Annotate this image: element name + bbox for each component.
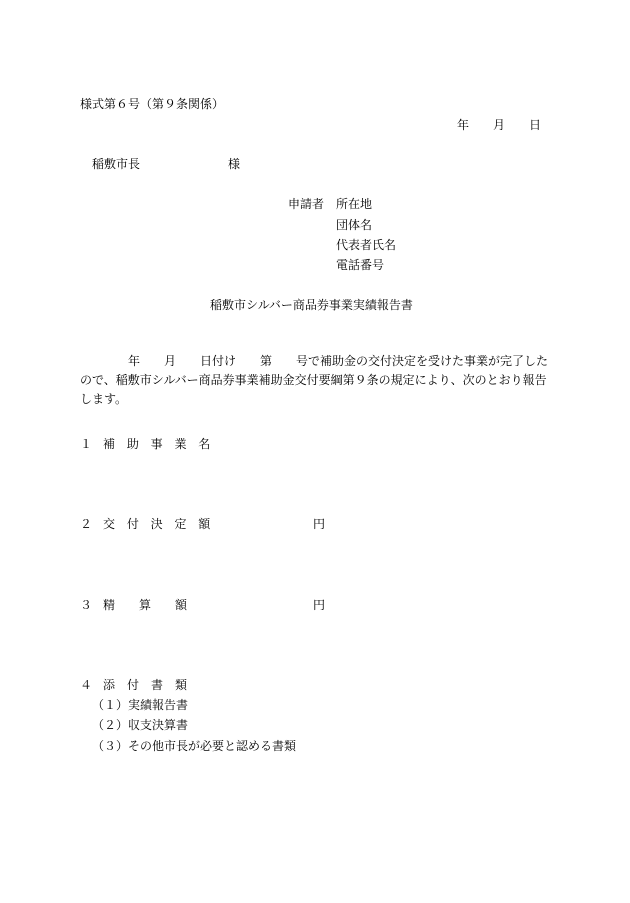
applicant-field-phone: 電話番号: [336, 258, 385, 272]
section-2-unit: 円: [313, 517, 326, 531]
section-3-unit: 円: [313, 598, 326, 612]
attachment-item-2: （２）収支決算書: [92, 718, 189, 732]
applicant-field-org: 団体名: [336, 218, 373, 232]
addressee-name: 稲敷市長: [92, 157, 141, 171]
section-1-number: １: [80, 437, 93, 451]
attachment-item-1: （１）実績報告書: [92, 698, 189, 712]
applicant-field-address: 所在地: [336, 197, 373, 211]
section-4-number: ４: [80, 678, 93, 692]
form-label: 様式第６号（第９条関係）: [80, 97, 225, 111]
section-3-label: 精 算 額: [103, 598, 188, 612]
document-title: 稲敷市シルバー商品券事業実績報告書: [210, 298, 413, 312]
section-2-number: ２: [80, 517, 93, 531]
applicant-field-representative: 代表者氏名: [336, 238, 397, 252]
section-3-number: ３: [80, 598, 93, 612]
section-2-label: 交 付 決 定 額: [103, 517, 215, 531]
addressee-honorific: 様: [228, 157, 241, 171]
applicant-label: 申請者: [288, 197, 325, 211]
attachment-item-3: （３）その他市長が必要と認める書類: [92, 739, 297, 753]
section-1-label: 補 助 事 業 名: [103, 437, 215, 451]
date-line: 年 月 日: [457, 118, 542, 132]
section-4-label: 添 付 書 類: [103, 678, 188, 692]
body-paragraph: 年 月 日付け 第 号で補助金の交付決定を受けた事業が完了したので、稲敷市シルバー商品券事業補助金交付要綱第９条の規定により、次のとおり報告します。: [80, 354, 549, 406]
